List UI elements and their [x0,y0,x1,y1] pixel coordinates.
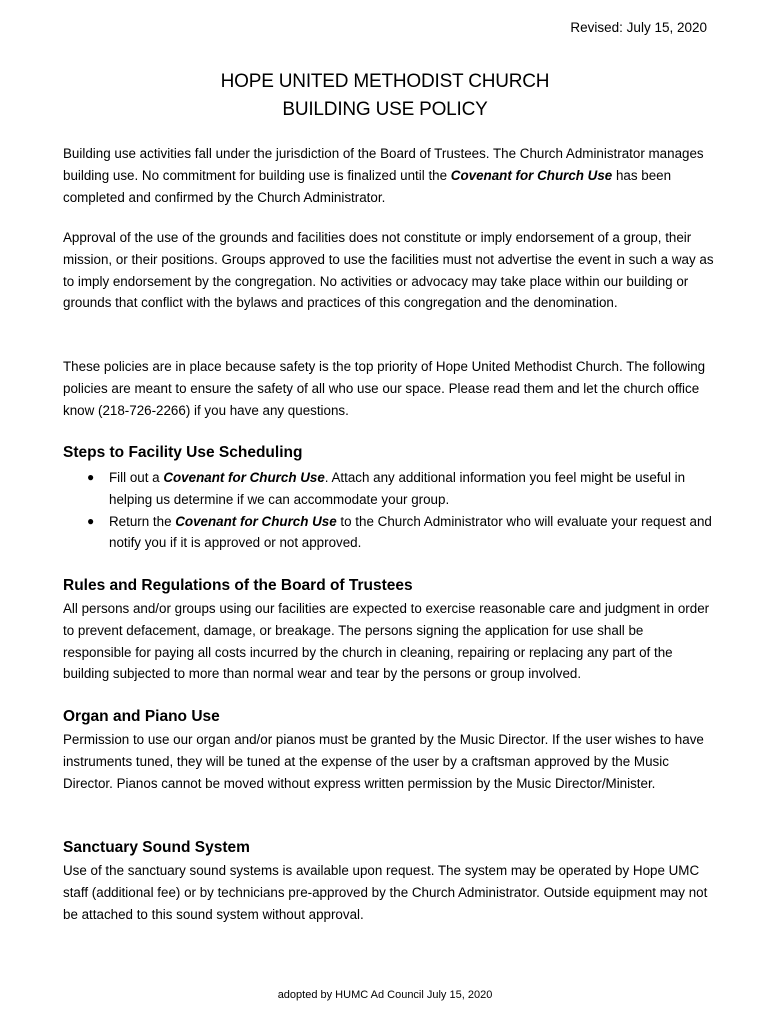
footer-adoption-note: adopted by HUMC Ad Council July 15, 2020 [277,989,493,1001]
step-1-text-before: Fill out a [109,470,164,485]
sound-heading: Sanctuary Sound System [63,839,250,856]
organ-heading: Organ and Piano Use [63,708,220,725]
sound-paragraph: Use of the sanctuary sound systems is available upon request. The system may be operated by Hope UMC staff (additional fee) or by technicians pre-approved by the Church Administrator. Outside equipment may not be attached to this sound system without approval. [63,863,708,922]
step-2-text-after: to the Church Administrator who will evaluate your request and notify you if it is approved or not approved. [109,513,712,551]
bullet-icon: ● [87,470,95,484]
steps-list [63,467,715,554]
step-1-text-after: . Attach any additional information you feel might be useful in helping us determine if we can accommodate your group. [109,470,686,507]
intro-paragraph-2: Approval of the use of the grounds and facilities does not constitute or imply endorsement of a group, their mission, or their positions. Groups approved to use the facilities must not advertise the event in such a way as to imply endorsement by the congregation. No activities or advocacy may take place within our building or grounds that conflict with the bylaws and practices of this congregation and the denomination. [63,230,714,311]
intro-p1-text-before: Building use activities fall under the jurisdiction of the Board of Trustees. The Church Administrator manages building use. No commitment for building use is finalized until the [63,146,704,183]
intro-paragraph-3: These policies are in place because safety is the top priority of Hope United Methodist Church. The following policies are meant to ensure the safety of all who use our space. Please read them and let the church office know (218-726-2266) if you have any questions. [63,359,706,418]
step-1-covenant-emphasis: Covenant for Church Use [163,470,325,485]
step-2-covenant-emphasis: Covenant for Church Use [175,513,337,529]
intro-paragraph-1 [63,143,715,208]
rules-paragraph: All persons and/or groups using our facilities are expected to exercise reasonable care and judgment in order to prevent defacement, damage, or breakage. The persons signing the application for use shall be responsible for paying all costs incurred by the church in cleaning, repairing or replacing any part of the building subjected to more than normal wear and tear by the persons or group involved. [63,601,710,682]
rules-heading: Rules and Regulations of the Board of Trustees [63,577,413,594]
title-line-church: HOPE UNITED METHODIST CHURCH [220,71,550,92]
title-line-policy: BUILDING USE POLICY [282,99,488,120]
intro-p1-text-after: has been completed and confirmed by the Church Administrator. [63,167,672,205]
list-item [63,467,715,511]
step-2-text-before: Return the [109,513,176,529]
bullet-icon: ● [87,513,95,528]
revised-date: Revised: July 15, 2020 [570,20,707,35]
steps-heading: Steps to Facility Use Scheduling [63,444,303,461]
organ-paragraph: Permission to use our organ and/or pianos must be granted by the Music Director. If the user wishes to have instruments tuned, they will be tuned at the expense of the user by a craftsman approved by the Music Director. Pianos cannot be moved without express written permission by the Music Director/Minister. [63,732,704,791]
page-title [0,68,770,124]
list-item [63,511,715,555]
intro-p1-covenant-emphasis: Covenant for Church Use [450,167,613,183]
